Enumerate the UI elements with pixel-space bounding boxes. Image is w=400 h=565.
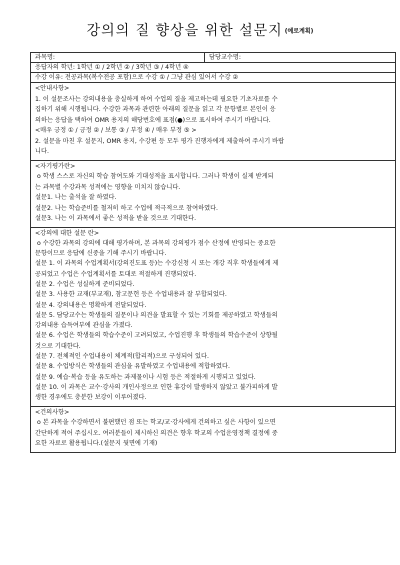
title-sub: (예로계획) — [284, 28, 314, 35]
self-eval-line: o 학생 스스로 자신의 학습 참여도와 기대성적을 표시합니다. 그러나 학생이 실제 받게되 — [37, 173, 274, 180]
notice-heading: <안내사항> — [35, 85, 70, 92]
suggestion-line: 간단하게 적어 주십시오. 여러분들이 제시하신 의견은 향후 학교의 수업운영정책 결정에 중 — [35, 429, 278, 437]
course-row — [31, 53, 395, 63]
lecture-eval-question: 공되었고 수업은 수업계획서를 토대로 적절하게 진행되었다. — [35, 270, 197, 278]
self-eval-question: 설문1. 나는 출석을 잘 하였다. — [35, 194, 117, 201]
course-label: 과목명: — [35, 54, 56, 61]
self-eval-line: 는 과목별 수강과목 성적에는 영향을 미치지 않습니다. — [35, 183, 181, 191]
reason-row — [31, 73, 395, 83]
professor-label: 담당교수명: — [209, 54, 241, 61]
suggestion-line: 요한 자료로 활용됩니다.(설문지 뒷면에 기재) — [35, 440, 158, 448]
lecture-eval-question: 설문 4. 강의내용은 명확하게 전달되었다. — [35, 301, 147, 309]
lecture-eval-section — [31, 228, 395, 407]
lecture-eval-question: 설문 9. 예습·복습 등을 유도하는 과제물이나 시험 등은 적절하게 시행되고 있었다. — [35, 373, 256, 381]
lecture-eval-question: 설문 7. 전체적인 수업내용이 체계적(합리적)으로 구성되어 있다. — [35, 353, 209, 361]
professor-name-field[interactable] — [205, 53, 395, 62]
lecture-eval-line: 문항이므로 응답에 신중을 기해 주시기 바랍니다. — [35, 250, 167, 258]
notice-line: 집하기 위해 시행됩니다. 수강한 과목과 관련한 아래의 질문을 읽고 각 문항별로 본인이 응 — [35, 106, 276, 113]
lecture-eval-question: 강의내용 습득여부에 관심을 가졌다. — [35, 322, 133, 330]
lecture-eval-question: 것으로 기대한다. — [35, 342, 81, 350]
lecture-eval-question: 설문 2. 수업은 성실하게 준비되었다. — [35, 280, 135, 288]
course-name-field[interactable] — [31, 53, 205, 62]
notice-section — [31, 83, 395, 161]
lecture-eval-question: 설문 6. 수업은 학생들의 학습수준이 고려되었고, 수업진행 후 학생들의 학습수준이 상향될 — [35, 332, 278, 340]
survey-form — [30, 52, 396, 453]
lecture-eval-question: 설문 3. 사용한 교재(부교재), 참고문헌 등은 수업내용과 잘 부합되었다. — [35, 291, 227, 299]
lecture-eval-line: o 수강한 과목의 강의에 대해 평가하며, 본 과목의 강의평가 점수 산정에 반영되는 중요한 — [37, 239, 276, 247]
self-eval-heading: <자기평가란> — [35, 162, 76, 170]
lecture-eval-question: 설문 10. 이 과목은 교수·강사의 개인사정으로 인한 휴강이 발생하지 않았고 불가피하게 발 — [35, 383, 278, 391]
grade-line: 응답자의 학년: 1학년 ① / 2학년 ② / 3학년 ③ / 4학년 ④ — [35, 64, 189, 71]
lecture-eval-question: 설문 8. 수업방식은 학생들의 관심을 유발하였고 수업내용에 적합하였다. — [35, 363, 230, 371]
notice-line: 1. 이 설문조사는 강의내용을 충실하게 하여 수업의 질을 제고하는데 필요한 기초자료를 수 — [35, 95, 278, 103]
notice-line: 2. 설문을 마친 후 설문지, OMR 용지, 수강편 등 모두 평가 진행자에게 제출하여 주시기 바랍 — [35, 137, 285, 145]
suggestion-heading: <건의사항> — [35, 408, 70, 416]
lecture-eval-question: 설문 5. 담당교수는 학생들의 질문이나 의견을 발표할 수 있는 기회를 제공하였고 학생들의 — [35, 311, 278, 319]
grade-row — [31, 63, 395, 73]
lecture-eval-heading: <강의에 대한 설문 란> — [35, 229, 100, 237]
title-main: 강의의 질 향상을 위한 설문지 — [86, 23, 283, 39]
notice-line: 니다. — [35, 148, 49, 155]
self-eval-question: 설문2. 나는 학습준비를 철저히 하고 수업에 적극적으로 참여하였다. — [35, 204, 219, 212]
notice-line: 의하는 응답을 택하여 OMR 용지의 해당번호에 표점(●)으로 표시하여 주시기 바랍니다. — [35, 116, 271, 124]
notice-scale: <매우 긍정 ① / 긍정 ② / 보통 ③ / 부정 ④ / 매우 부정 ⑤ > — [35, 127, 197, 134]
lecture-eval-question: 설문 1. 이 과목의 수업계획서(강의진도표 등)는 수강신청 시 또는 개강 직후 학생들에게 제 — [35, 260, 279, 268]
lecture-eval-question: 생한 경우에도 충분한 보강이 이루어졌다. — [35, 394, 147, 402]
self-eval-question: 설문3. 나는 이 과목에서 좋은 성적을 받을 것으로 기대한다. — [35, 215, 197, 222]
suggestion-line: o 본 과목을 수강하면서 불편했던 점 또는 학교/교·강사에게 건의하고 싶은 사항이 있으면 — [37, 419, 276, 427]
reason-line: 수강 이유: 전공과목(복수전공 포함)으로 수강 ① / 그냥 관심 있어서 수강 ② — [35, 74, 239, 81]
document-title — [0, 20, 400, 40]
self-eval-section — [31, 161, 395, 228]
suggestion-section — [31, 407, 395, 452]
